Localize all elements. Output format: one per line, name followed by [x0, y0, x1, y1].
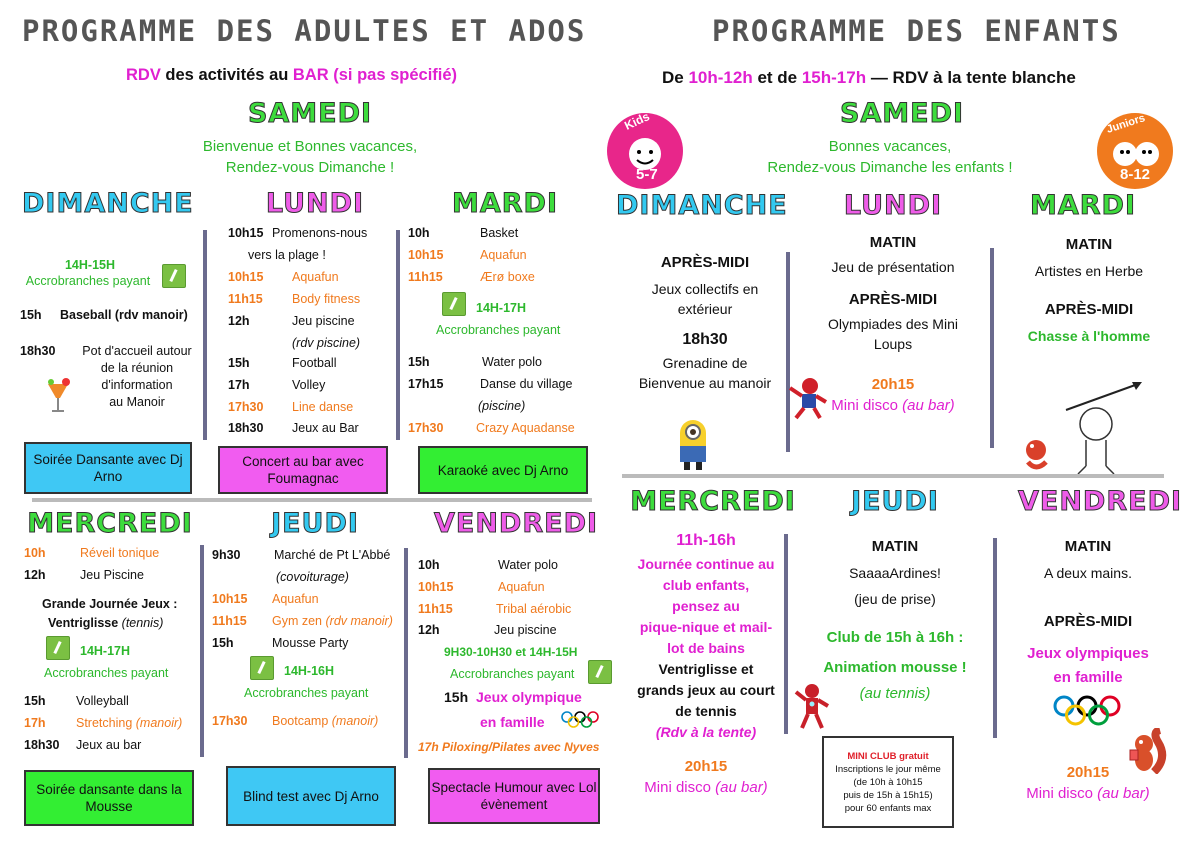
mer-line-5: lot de bains: [667, 640, 745, 656]
jeu-evening-box: Blind test avec Dj Arno: [226, 766, 396, 826]
ven-accro-time: 9H30-10H30 et 14H-15H: [444, 645, 578, 659]
ven-afternoon-line-2: en famille: [1053, 669, 1123, 686]
row-time: 11h15: [212, 614, 247, 628]
dim-afternoon-line-1: Jeux collectifs en: [651, 281, 759, 297]
tree-icon: [588, 660, 612, 684]
row-time: 10h: [24, 546, 46, 560]
lundi-evening-time: 20h15: [871, 376, 915, 393]
mer-accro-time: 14H-17H: [80, 644, 131, 658]
row-activity: Volleyball: [76, 694, 129, 708]
kids-badge-label: Kids: [622, 109, 652, 133]
activity-place: (manoir): [135, 716, 183, 730]
kids-vendredi-content: [996, 538, 1180, 690]
row-activity: Jeu piscine: [292, 314, 355, 328]
row-activity: Danse du village: [480, 377, 573, 391]
row-time: 15h: [408, 355, 430, 369]
activity-name: Bootcamp: [272, 714, 329, 728]
mer-line-4: pique-nique et mail-: [639, 619, 773, 635]
lundi-afternoon-line-1: Olympiades des Mini: [828, 316, 958, 332]
adult-mercredi-title: MERCREDI: [27, 508, 193, 539]
row-time: 11h15: [228, 292, 263, 306]
squirrel-icon: [1128, 728, 1168, 774]
row-activity: Aquafun: [498, 580, 545, 594]
minion-icon: [676, 416, 710, 472]
divider: [786, 252, 790, 452]
tree-icon: [46, 636, 70, 660]
ven-afternoon-header: APRÈS-MIDI: [1043, 613, 1133, 630]
row-activity: Jeu piscine: [494, 623, 557, 637]
rdv-et: et de: [752, 68, 802, 87]
dim-evening-box: Soirée Dansante avec Dj Arno: [24, 442, 192, 494]
mer-evening-time: 20h15: [684, 758, 728, 775]
adult-lundi-title: LUNDI: [265, 188, 365, 219]
rdv-word: RDV: [126, 66, 161, 84]
activity-name: Stretching: [76, 716, 133, 730]
mer-line-2: club enfants,: [662, 577, 750, 593]
mini-club-box: [822, 736, 954, 828]
tree-icon: [250, 656, 274, 680]
row-activity: Volley: [292, 378, 326, 392]
kids-program-title: PROGRAMME DES ENFANTS: [712, 14, 1121, 48]
jeu-club-line-2: Animation mousse !: [823, 659, 967, 676]
row-time: 11h15: [418, 602, 453, 616]
row-time: 10h15: [228, 226, 264, 240]
row-time: 17h30: [228, 400, 264, 414]
row-time: 10h15: [408, 248, 444, 262]
lundi-afternoon-line-2: Loups: [873, 336, 913, 352]
ven-row-6: 17h Piloxing/Pilates avec Nyves: [418, 740, 600, 754]
activity-place: (rdv manoir): [325, 614, 393, 628]
pot-line-4: au Manoir: [109, 395, 165, 409]
row-time: 10h: [418, 558, 440, 572]
mer-line-6: Ventriglisse et: [658, 661, 754, 677]
row-time: 15h: [444, 689, 469, 705]
mini-club-line-3: puis de 15h à 15h15): [843, 789, 933, 801]
tree-icon: [442, 292, 466, 316]
row-activity: Jeu Piscine: [80, 568, 144, 582]
kids-mercredi-title: MERCREDI: [630, 486, 796, 517]
jeu-accro-time: 14H-16H: [284, 664, 335, 678]
pot-line-2: de la réunion: [100, 361, 174, 375]
mardi-accro-time: 14H-17H: [476, 301, 527, 315]
jeu-morning-activity: SaaaaArdines!: [849, 565, 941, 581]
row-activity: Baseball (rdv manoir): [60, 308, 188, 322]
mardi-afternoon-header: APRÈS-MIDI: [1044, 301, 1134, 318]
row-time: 17h30: [212, 714, 248, 728]
cocktail-icon: [46, 376, 70, 416]
rdv-bar: BAR (si pas spécifié): [292, 66, 458, 84]
divider: [404, 548, 408, 758]
lundi-morning-activity: Jeu de présentation: [831, 259, 955, 275]
row-activity: vers la plage !: [248, 248, 326, 262]
row-activity: Jeux au Bar: [292, 421, 359, 435]
adult-samedi-title: SAMEDI: [247, 98, 373, 129]
divider: [200, 545, 204, 757]
mer-line-1: Journée continue au: [637, 556, 775, 572]
kids-badge-age: 5-7: [636, 166, 658, 183]
dim-afternoon-line-2: extérieur: [677, 301, 733, 317]
adult-mardi-title: MARDI: [451, 188, 558, 219]
row-activity: (rdv piscine): [292, 336, 361, 350]
mer-gj-title: Grande Journée Jeux :: [42, 597, 178, 611]
separator: [32, 498, 592, 502]
mer-time: 11h-16h: [676, 532, 736, 549]
mini-club-line-1: Inscriptions le jour même: [835, 763, 941, 775]
row-activity: Basket: [480, 226, 519, 240]
row-activity: Crazy Aquadanse: [476, 421, 575, 435]
lundi-afternoon-header: APRÈS-MIDI: [848, 291, 938, 308]
row-activity: [76, 716, 182, 731]
lundi-evening-box: Concert au bar avec Foumagnac: [218, 446, 388, 494]
row-time: 10h15: [418, 580, 454, 594]
row-activity: Jeux olympique: [476, 689, 582, 705]
ven-evening-time: 20h15: [1066, 764, 1110, 781]
samedi-line-1: Bonnes vacances,: [828, 138, 952, 155]
ven-afternoon-line-1: Jeux olympiques: [1027, 645, 1149, 662]
row-activity: Jeux au bar: [76, 738, 142, 752]
row-time: 12h: [24, 568, 46, 582]
dim-row-2-activity: [72, 343, 202, 411]
row-time: 17h15: [408, 377, 444, 391]
mer-line-7: grands jeux au court: [637, 682, 775, 698]
mer-evening-box: Soirée dansante dans la Mousse: [24, 770, 194, 826]
rdv-morning: 10h-12h: [688, 68, 753, 87]
row-activity: Aquafun: [292, 270, 339, 284]
pot-line-1: Pot d'accueil autour: [82, 344, 192, 358]
divider: [784, 534, 788, 734]
mini-club-line-2: (de 10h à 10h15: [853, 776, 923, 788]
mardi-morning-header: MATIN: [1065, 236, 1113, 253]
dim-afternoon-header: APRÈS-MIDI: [660, 254, 750, 271]
mini-club-title: MINI CLUB gratuit: [847, 750, 929, 762]
olympic-rings-icon: [560, 710, 600, 730]
jeu-club-place: (au tennis): [859, 685, 931, 702]
row-time: 18h30: [24, 738, 60, 752]
dim-evening-time: 18h30: [682, 331, 728, 348]
row-time: 18h30: [228, 421, 264, 435]
divider: [396, 230, 400, 440]
row-activity: Tribal aérobic: [496, 602, 572, 616]
ven-morning-activity: A deux mains.: [1044, 565, 1132, 581]
pot-line-3: d'information: [101, 378, 173, 392]
hunter-icon: [1016, 380, 1146, 476]
row-time: 17h30: [408, 421, 444, 435]
kids-jeudi-title: JEUDI: [851, 486, 939, 517]
kids-dimanche-title: DIMANCHE: [616, 190, 788, 221]
row-activity: Aquafun: [480, 248, 527, 262]
row-activity: Football: [292, 356, 337, 370]
row-activity: [272, 614, 393, 629]
kids-samedi-text: [720, 136, 1060, 178]
row-activity: Water polo: [498, 558, 558, 572]
row-activity: Water polo: [482, 355, 542, 369]
kids-mercredi-content: [620, 532, 792, 796]
jeu-morning-note: (jeu de prise): [854, 591, 936, 607]
adult-samedi-text: [150, 136, 470, 178]
divider: [203, 230, 207, 440]
jeu-club-line-1: Club de 15h à 16h :: [826, 629, 964, 646]
kids-jeudi-content: [800, 538, 990, 702]
dim-accro-label: Accrobranches payant: [25, 274, 151, 288]
adult-rdv-line: [126, 66, 457, 85]
ironman-icon: [794, 682, 830, 730]
ven-row-5b: en famille: [480, 714, 545, 730]
ven-evening-box: Spectacle Humour avec Lol évènement: [428, 768, 600, 824]
ven-evening-activity: Mini disco: [1026, 785, 1093, 802]
row-time: 15h: [228, 356, 250, 370]
samedi-line-1: Bienvenue et Bonnes vacances,: [202, 138, 418, 155]
kids-dim-content: [610, 254, 800, 393]
row-activity: Promenons-nous: [272, 226, 368, 240]
mer-evening-activity: Mini disco: [644, 779, 711, 796]
row-time: 9h30: [212, 548, 241, 562]
mer-line-3: pensez au: [672, 598, 740, 614]
row-time: 17h: [228, 378, 250, 392]
activity-place: (manoir): [331, 714, 379, 728]
jeu-row-1b: (covoiturage): [276, 570, 349, 584]
row-time: 15h: [212, 636, 234, 650]
row-time: 15h: [20, 308, 42, 322]
mer-evening-place: (au bar): [715, 779, 768, 796]
spiderman-icon: [788, 376, 828, 420]
adult-vendredi-title: VENDREDI: [434, 508, 599, 539]
row-time: 15h: [24, 694, 46, 708]
dim-evening-line-2: Bienvenue au manoir: [638, 375, 772, 391]
dim-row-2-time: 18h30: [20, 344, 56, 358]
lundi-morning-header: MATIN: [869, 234, 917, 251]
rdv-text: des activités au: [160, 66, 293, 84]
tree-icon: [162, 264, 186, 288]
adult-program-title: PROGRAMME DES ADULTES ET ADOS: [22, 14, 587, 48]
ven-accro-label: Accrobranches payant: [450, 667, 575, 681]
dim-accro-time: 14H-15H: [64, 258, 116, 272]
mer-place: (Rdv à la tente): [655, 724, 757, 740]
juniors-badge-age: 8-12: [1120, 166, 1151, 183]
juniors-badge-label: Juniors: [1105, 112, 1147, 136]
kids-mardi-title: MARDI: [1029, 190, 1136, 221]
row-activity: Body fitness: [292, 292, 361, 306]
rdv-de: De: [662, 68, 689, 87]
row-time: 17h: [24, 716, 46, 730]
mer-line-8: de tennis: [675, 703, 737, 719]
adult-jeudi-title: JEUDI: [271, 508, 359, 539]
adult-dimanche-title: DIMANCHE: [22, 188, 194, 219]
gj-activity: Ventriglisse: [48, 616, 119, 630]
row-time: 12h: [228, 314, 250, 328]
kids-rdv-line: [662, 68, 1076, 88]
mardi-morning-activity: Artistes en Herbe: [1034, 263, 1144, 279]
kids-lundi-title: LUNDI: [843, 190, 943, 221]
row-activity: Mousse Party: [272, 636, 349, 650]
rdv-tent: — RDV à la tente blanche: [866, 68, 1076, 87]
samedi-line-2: Rendez-vous Dimanche les enfants !: [767, 159, 1013, 176]
mardi-afternoon-activity: Chasse à l'homme: [1027, 328, 1151, 344]
row-time: 10h: [408, 226, 430, 240]
ven-morning-header: MATIN: [1064, 538, 1112, 555]
activity-name: Gym zen: [272, 614, 323, 628]
kids-vendredi-title: VENDREDI: [1018, 486, 1183, 517]
row-activity: [272, 714, 378, 729]
mardi-row-5b: (piscine): [478, 399, 526, 413]
row-activity: Marché de Pt L'Abbé: [274, 548, 391, 562]
dim-evening-line-1: Grenadine de: [662, 355, 748, 371]
mardi-accro-label: Accrobranches payant: [436, 323, 561, 337]
row-activity: Aquafun: [272, 592, 319, 606]
lundi-evening-place: (au bar): [902, 397, 955, 414]
jeu-accro-label: Accrobranches payant: [244, 686, 369, 700]
row-activity: Réveil tonique: [80, 546, 160, 560]
mer-accro-label: Accrobranches payant: [44, 666, 169, 680]
row-activity: Line danse: [292, 400, 354, 414]
row-time: 10h15: [212, 592, 248, 606]
separator: [622, 474, 1164, 478]
row-time: 10h15: [228, 270, 264, 284]
ven-evening-place: (au bar): [1097, 785, 1150, 802]
lundi-evening-activity: Mini disco: [831, 397, 898, 414]
row-activity: Ærø boxe: [480, 270, 535, 284]
samedi-line-2: Rendez-vous Dimanche !: [225, 159, 395, 176]
mini-club-line-4: pour 60 enfants max: [844, 802, 932, 814]
jeu-morning-header: MATIN: [871, 538, 919, 555]
rdv-afternoon: 15h-17h: [801, 68, 867, 87]
row-time: 11h15: [408, 270, 443, 284]
kids-mardi-content: [994, 236, 1184, 344]
row-time: 12h: [418, 623, 440, 637]
gj-place: (tennis): [121, 616, 164, 630]
kids-samedi-title: SAMEDI: [839, 98, 965, 129]
mer-gj-sub: [48, 616, 163, 631]
olympic-rings-icon: [1052, 694, 1122, 728]
mardi-evening-box: Karaoké avec Dj Arno: [418, 446, 588, 494]
